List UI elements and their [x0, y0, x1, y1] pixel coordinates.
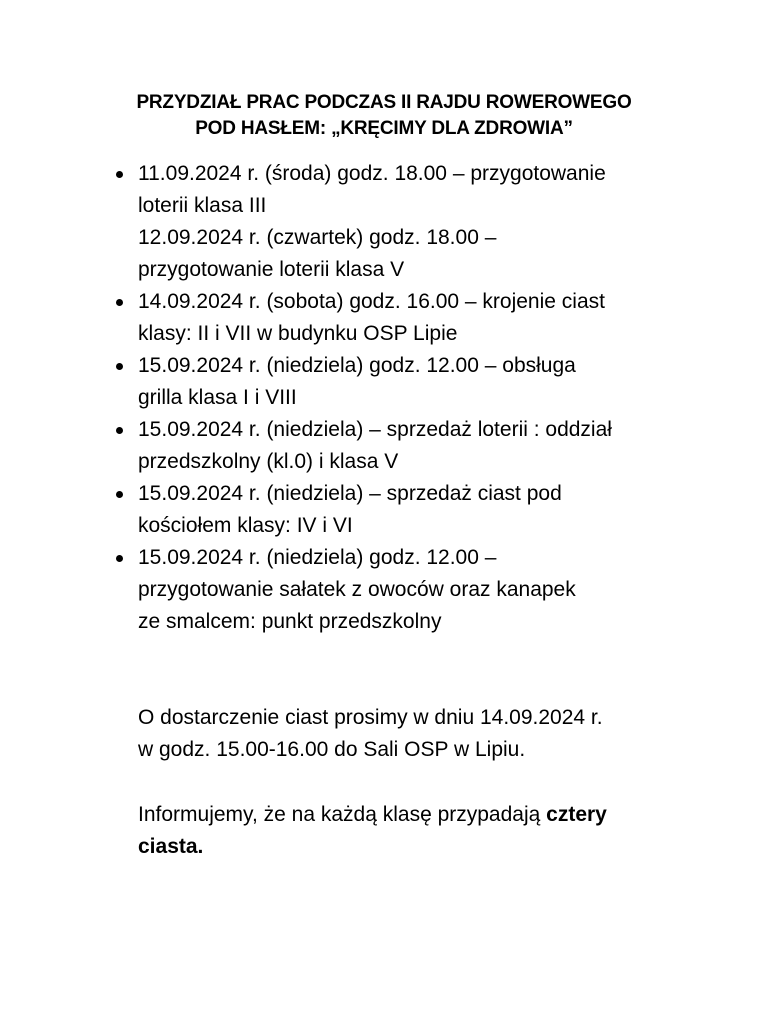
- bullet-icon: [116, 427, 123, 434]
- list-item-line: 15.09.2024 r. (niedziela) godz. 12.00 –: [138, 546, 497, 569]
- list-item-line: kościołem klasy: IV i VI: [138, 514, 353, 537]
- list-item: [0, 542, 678, 638]
- list-item-line: przedszkolny (kl.0) i klasa V: [138, 450, 399, 473]
- list-item: [0, 158, 678, 286]
- bullet-icon: [116, 491, 123, 498]
- info-note-text: Informujemy, że na każdą klasę przypadają: [138, 803, 547, 826]
- list-item-line: przygotowanie sałatek z owoców oraz kanapek: [138, 578, 576, 601]
- bullet-icon: [116, 363, 123, 370]
- delivery-note-line: O dostarczenie ciast prosimy w dniu 14.09.2024 r.: [138, 706, 603, 729]
- info-note-bold-count: cztery: [546, 803, 607, 826]
- bullet-icon: [116, 555, 123, 562]
- list-item: [0, 286, 678, 350]
- list-item-line: 15.09.2024 r. (niedziela) godz. 12.00 – obsługa: [138, 354, 576, 377]
- task-list: [0, 158, 768, 638]
- list-item-line: klasy: II i VII w budynku OSP Lipie: [138, 322, 458, 345]
- list-item-line: przygotowanie loterii klasa V: [138, 258, 405, 281]
- title-line-1: PRZYDZIAŁ PRAC PODCZAS II RAJDU ROWEROWEGO: [136, 92, 632, 113]
- delivery-note-line: w godz. 15.00-16.00 do Sali OSP w Lipiu.: [138, 738, 526, 761]
- list-item-line: 15.09.2024 r. (niedziela) – sprzedaż ciast pod: [138, 482, 562, 505]
- bullet-icon: [116, 171, 123, 178]
- list-item: [0, 414, 678, 478]
- list-item-line: ze smalcem: punkt przedszkolny: [138, 610, 442, 633]
- list-item-line: 15.09.2024 r. (niedziela) – sprzedaż loterii : oddział: [138, 418, 612, 441]
- bullet-icon: [116, 299, 123, 306]
- list-item-line: 12.09.2024 r. (czwartek) godz. 18.00 –: [138, 226, 497, 249]
- title-line-2: POD HASŁEM: „KRĘCIMY DLA ZDROWIA”: [195, 118, 573, 139]
- info-note-line-1: [138, 799, 607, 831]
- document-title: [0, 90, 768, 142]
- info-note: [138, 799, 607, 863]
- list-item-line: grilla klasa I i VIII: [138, 386, 297, 409]
- list-item-line: 14.09.2024 r. (sobota) godz. 16.00 – krojenie ciast: [138, 290, 605, 313]
- list-item: [0, 350, 678, 414]
- list-item-line: loterii klasa III: [138, 194, 267, 217]
- list-item: [0, 478, 678, 542]
- list-item-line: 11.09.2024 r. (środa) godz. 18.00 – przygotowanie: [138, 162, 606, 185]
- delivery-note: [138, 702, 603, 766]
- info-note-line-2: ciasta.: [138, 835, 204, 858]
